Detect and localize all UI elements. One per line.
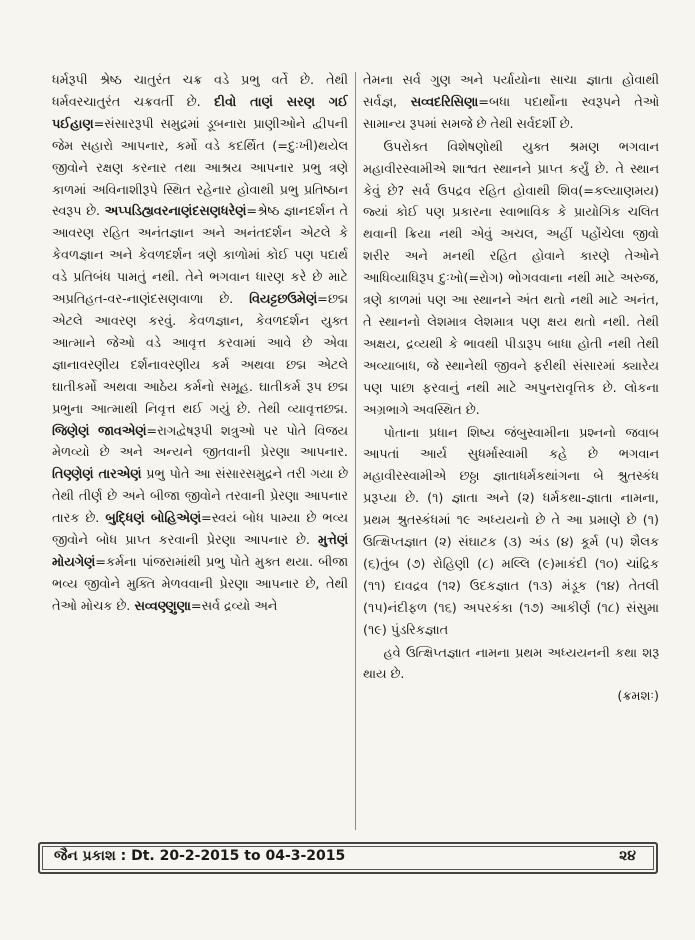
page-footer [38, 842, 658, 874]
paragraph [363, 70, 659, 136]
text-run: =શ્રેષ્ઠ જ્ઞાનદર્શન તે આવરણ રહિત અનંતજ્ઞાન અને અનંતદર્શન એટલે કે કેવળજ્ઞાન અને કેવળદર્શન ત્રણે કાળોમાં કોઈ પણ પદાર્થ વડે પ્રતિબંધ પામતું નથી. તેને ભગવાન ધારણ કરે છે માટે અપ્રતિહત-વર-નાણંદસણવાળા છે. [52, 204, 348, 308]
paragraph [363, 643, 659, 687]
bold-term: સવ્વદરિસિણા [410, 94, 479, 110]
paragraph [363, 423, 659, 642]
text-run: પ્રભુ પોતે આ સંસારસમુદ્રને તરી ગયા છે તેથી તીર્ણ છે અને બીજા જીવોને તરવાની પ્રેરણા આપનાર તારક છે. [52, 467, 348, 527]
text-run: =કર્મના પાંજરામાંથી પ્રભુ પોતે મુક્ત થયા. બીજા ભવ્ય જીવોને મુક્તિ મેળવવાની પ્રેરણા આપનાર છે, તેથી તેઓ મોચક છે. [52, 554, 348, 614]
text-run: ઉપરોક્ત વિશેષણોથી યુક્ત શ્રમણ ભગવાન મહાવીરસ્વામીએ શાશ્વત સ્થાનને પ્રાપ્ત કર્યું છે. તે સ્થાન કેવું છે? સર્વ ઉપદ્રવ રહિત હોવાથી શિવ(=કલ્યાણમય) જ્યાં કોઈ પણ પ્રકારના સ્વાભાવિક કે પ્રાયોગિક ચલિત થવાની ક્રિયા નથી એવું અચલ, અહીં પહોંચેલા જીવો શરીર અને મનથી રહિત હોવાને કારણે તેઓને આધિવ્યાધિરૂપ દુઃખો(=રોગ) ભોગવવાના નથી માટે અરુજ, ત્રણે કાળમાં પણ આ સ્થાનને અંત થતો નથી માટે અનંત, તે સ્થાનનો લેશમાત્ર લેશમાત્ર પણ ક્ષય થતો નથી. તેથી અક્ષય, દ્રવ્યથી કે ભાવથી પીડારૂપ બાધા હોતી નથી તેથી અવ્યાબાધ, જે સ્થાનેથી જીવને ફરીથી સંસારમાં ક્યારેય પણ પાછા ફરવાનું નથી માટે અપુનરાવૃત્તિક છે. લોકના અગ્રભાગે અવસ્થિત છે. [363, 139, 659, 418]
text-run: =છદ્મ એટલે આવરણ કરવું. કેવળજ્ઞાન, કેવળદર્શન યુક્ત આત્માને જેઓ વડે આવૃત્ત કરવામાં આવે છે એવા જ્ઞાનાવરણીય દર્શનાવરણીય કર્મ અથવા છદ્મ એટલે ઘાતીકર્મો અથવા આઠેય કર્મનો સમૂહ. ઘાતીકર્મ રૂપ છદ્મ પ્રભુના આત્માથી નિવૃત્ત થઈ ગયું છે. તેથી વ્યાવૃત્તછદ્મ. [52, 292, 348, 417]
bold-term: મુત્તેણં મોયગેણં [52, 533, 348, 570]
text-run: હવે ઉત્ક્ષિપ્તજ્ઞાત નામના પ્રથમ અધ્યયનની કથા શરૂ થાય છે. [363, 645, 659, 683]
bold-term: દીવો તાણં સરણ ગઈ પઈહાણ [52, 94, 348, 132]
publication-info: જૈન પ્રકાશ : Dt. 20-2-2015 to 04-3-2015 [54, 848, 346, 864]
left-column [52, 70, 348, 618]
text-run: =બધા પદાર્થોના સ્વરૂપને તેઓ સામાન્ય રૂપમાં સમજે છે તેથી સર્વદર્શી છે. [363, 94, 659, 132]
text-run: =સર્વ દ્રવ્યો અને [190, 598, 278, 614]
bold-term: સવ્વણ્ણુણા [134, 598, 191, 614]
right-column [363, 70, 659, 708]
bold-term: બુદ્ધિણં બોહિએણં [105, 511, 202, 527]
text-run: પોતાના પ્રધાન શિષ્ય જંબુસ્વામીના પ્રશ્નનો જવાબ આપતાં આર્ય સુધર્માસ્વામી કહે છે ભગવાન મહાવીરસ્વામીએ છઠ્ઠા જ્ઞાતાધર્મકથાંગના બે શ્રુતસ્કંધ પ્રરૂપ્યા છે. (૧) જ્ઞાતા અને (૨) ધર્મકથા-જ્ઞાતા નામના, પ્રથમ શ્રુતસ્કંધમાં ૧૯ અધ્યયનો છે તે આ પ્રમાણે છે (૧) ઉત્ક્ષિપ્તજ્ઞાત (૨) સંઘાટક (૩) અંડ (૪) કૂર્મ (૫) શૈલક (૬)તુંબ (૭) રોહિણી (૮) મલ્લિ (૯)માકંદી (૧૦) ચાંદ્રિક (૧૧) દાવદ્રવ (૧૨) ઉદકજ્ઞાત (૧૩) મંડૂક (૧૪) તેતલી (૧૫)નંદીફળ (૧૬) અપરકંકા (૧૭) આકીર્ણ (૧૮) સંસુમા (૧૯) પુંડરિકજ્ઞાત [363, 425, 659, 638]
column-divider [355, 72, 356, 830]
paragraph [52, 70, 348, 618]
bold-term: અપ્પડિહ્યવરનાણંદસણધરેણં [104, 204, 247, 220]
text-run: =રાગદ્વેષરૂપી શત્રુઓ પર પોતે વિજય મેળવ્યો છે અને અન્યને જીતવાની પ્રેરણા આપનાર. [52, 423, 348, 461]
bold-term: જિણેણં જાવએણં [52, 423, 147, 439]
text-run: તેમના સર્વ ગુણ અને પર્યાયોના સાચા જ્ઞાતા હોવાથી સર્વજ્ઞ, [363, 73, 659, 110]
bold-term: વિયટ્ટછઉમેણં [249, 292, 318, 308]
text-run: ધર્મરૂપી શ્રેષ્ઠ ચાતુરંત ચક્ર વડે પ્રભુ વર્તે છે. તેથી ધર્મવરચાતુરંત ચક્રવર્તી છે. [52, 73, 348, 110]
text-run: =સ્વયં બોધ પામ્યા છે ભવ્ય જીવોને બોધ પ્રાપ્ત કરવાની પ્રેરણા આપનાર છે. [52, 511, 348, 549]
paragraph [363, 137, 659, 422]
to-be-continued-note: (ક્રમશઃ) [617, 689, 659, 705]
text-run: =સંસારરૂપી સમુદ્રમાં ડૂબનારા પ્રાણીઓને દ્વીપની જેમ સહારો આપનાર, કર્મો વડે કદર્થિત (=દુઃખી)થયેલ જીવોને રક્ષણ કરનાર તથા આશ્રય આપનાર પ્રભુ ત્રણે કાળમાં અવિનાશીરૂપે સ્થિત રહેનાર હોવાથી પ્રભુ પ્રતિષ્ઠાન સ્વરૂપ છે. [52, 116, 348, 220]
bold-term: તિણ્ણેણં તારએણં [52, 467, 142, 483]
page-number: ૨૪ [619, 848, 636, 864]
